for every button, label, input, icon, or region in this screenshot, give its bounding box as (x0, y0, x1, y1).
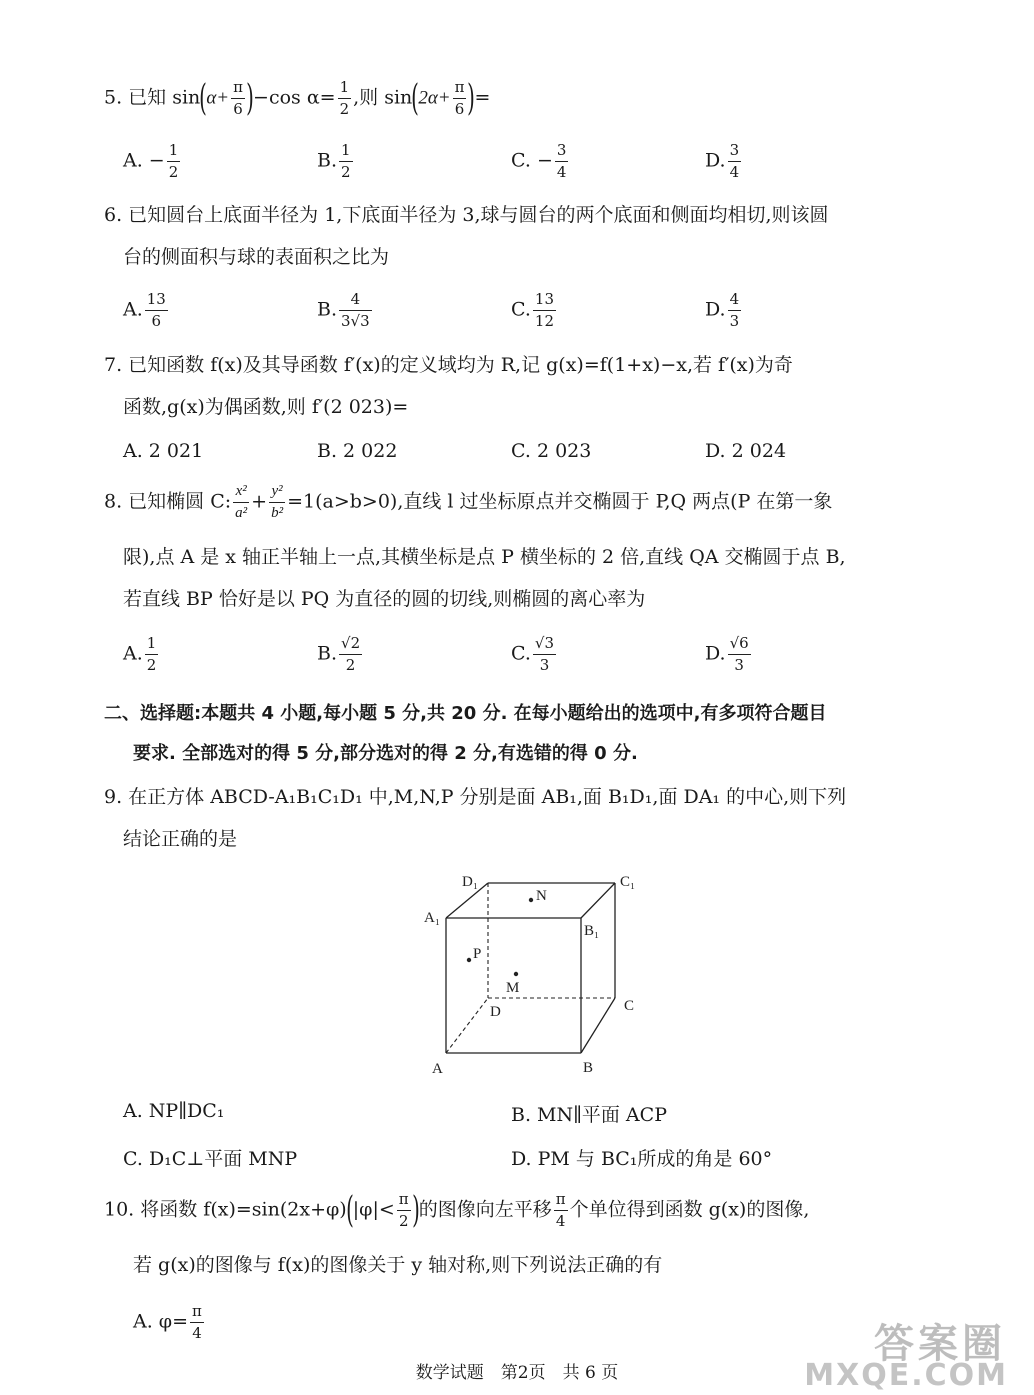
q5-alpha: α+ (206, 87, 230, 109)
label-a1: A₁ (424, 910, 441, 926)
q6-line1: 6. 已知圆台上底面半径为 1,下底面半径为 3,球与圆台的两个底面和侧面均相切,则该圆 (104, 204, 829, 226)
q7-option-c: C. 2 023 (511, 440, 592, 462)
section2-line1: 二、选择题:本题共 4 小题,每小题 5 分,共 20 分. 在每小题给出的选项中,有多项符合题目 (104, 703, 827, 724)
q5-option-b: B. $\frac{1}{2}$ (317, 141, 351, 181)
q5-frac-half: $\frac{1}{2}$ (339, 78, 350, 118)
label-d1: D₁ (462, 874, 479, 890)
label-b1: B₁ (584, 923, 600, 939)
q10-line1: 10. 将函数 f(x)=sin(2x+φ)(|φ|< $\frac{\pi}{2}$ )的图像向左平移 $\frac{\pi}{4}$ 个单位得到函数 g(x)的图像, (104, 1189, 810, 1231)
q9-option-a: A. NP∥DC₁ (123, 1100, 225, 1122)
page-footer: 数学试题 第2页 共 6 页 (415, 1363, 619, 1383)
section2-line2: 要求. 全部选对的得 5 分,部分选对的得 2 分,有选错的得 0 分. (133, 743, 638, 764)
q7-option-d: D. 2 024 (705, 440, 787, 462)
q8-option-c: C. $\frac{√3}{3}$ (511, 634, 555, 674)
q6-option-b: B. $\frac{4}{3√3}$ (317, 290, 370, 330)
q8-line1: 8. 已知椭圆 C: $\frac{\text{x²}}{\text{a²}}$ + $\frac{\text{y²}}{\text{b²}}$ =1(a>b>0),直线 l 过坐标原点并交椭圆于 P,Q 两点(P 在第一象 (104, 483, 833, 521)
q7-option-b: B. 2 022 (317, 440, 398, 462)
q8-option-a: A. $\frac{1}{2}$ (123, 634, 157, 674)
q5-text-then: ,则 sin (353, 86, 413, 109)
label-b: B (583, 1060, 594, 1076)
q8-option-d: D. $\frac{√6}{3}$ (705, 634, 749, 674)
q9-option-d: D. PM 与 BC₁所成的角是 60° (511, 1148, 773, 1170)
label-c1: C₁ (620, 874, 636, 890)
cube-figure (418, 868, 678, 1088)
q6-option-c: C. $\frac{13}{12}$ (511, 290, 554, 330)
q6-option-a: A. $\frac{13}{6}$ (123, 290, 166, 330)
q8-line3: 若直线 BP 恰好是以 PQ 为直径的圆的切线,则椭圆的离心率为 (123, 588, 646, 610)
q5-option-c: C. − $\frac{3}{4}$ (511, 141, 567, 181)
q5-option-d: D. $\frac{3}{4}$ (705, 141, 740, 181)
q5-text-prefix: 5. 已知 sin (104, 86, 201, 109)
q6-option-d: D. $\frac{4}{3}$ (705, 290, 740, 330)
q10-line2: 若 g(x)的图像与 f(x)的图像关于 y 轴对称,则下列说法正确的有 (133, 1254, 663, 1276)
q9-line2: 结论正确的是 (123, 828, 238, 850)
q10-option-a: A. φ= $\frac{\pi}{4}$ (133, 1302, 202, 1342)
q6-line2: 台的侧面积与球的表面积之比为 (123, 246, 390, 268)
point-p (467, 958, 471, 962)
label-n: N (536, 888, 547, 904)
q8-option-b: B. $\frac{√2}{2}$ (317, 634, 361, 674)
q5-frac-pi6: $\frac{\pi}{6}$ (233, 78, 243, 118)
q7-line2: 函数,g(x)为偶函数,则 f′(2 023)= (123, 396, 409, 418)
label-c: C (624, 998, 635, 1014)
q5-option-a: A. − $\frac{1}{2}$ (123, 141, 179, 181)
q8-frac-y: $\frac{\text{y²}}{\text{b²}}$ (271, 483, 284, 521)
label-m: M (506, 980, 520, 996)
q9-option-b: B. MN∥平面 ACP (511, 1104, 667, 1126)
point-n (529, 898, 533, 902)
q5-text-mid: −cos α= (253, 86, 336, 109)
q7-option-a: A. 2 021 (123, 440, 204, 462)
point-m (514, 972, 518, 976)
q5-stem: 5. 已知 sin(α+ $\frac{\pi}{6}$ )−cos α= $\frac{1}{2}$ ,则 sin(2α+ $\frac{\pi}{6}$ )= (104, 77, 491, 119)
q7-line1: 7. 已知函数 f(x)及其导函数 f′(x)的定义域均为 R,记 g(x)=f(1+x)−x,若 f′(x)为奇 (104, 354, 793, 376)
watermark-bottom: MXQE.COM (804, 1358, 1008, 1393)
q8-frac-x: $\frac{\text{x²}}{\text{a²}}$ (235, 483, 248, 521)
watermark-top: 答案圈 (874, 1321, 1006, 1367)
label-d: D (490, 1004, 501, 1020)
q8-line2: 限),点 A 是 x 轴正半轴上一点,其横坐标是点 P 横坐标的 2 倍,直线 QA 交椭圆于点 B, (123, 546, 846, 568)
q9-line1: 9. 在正方体 ABCD-A₁B₁C₁D₁ 中,M,N,P 分别是面 AB₁,面 B₁D₁,面 DA₁ 的中心,则下列 (104, 786, 847, 808)
q9-option-c: C. D₁C⊥平面 MNP (123, 1148, 298, 1170)
label-a: A (432, 1061, 443, 1077)
label-p: P (473, 946, 482, 962)
